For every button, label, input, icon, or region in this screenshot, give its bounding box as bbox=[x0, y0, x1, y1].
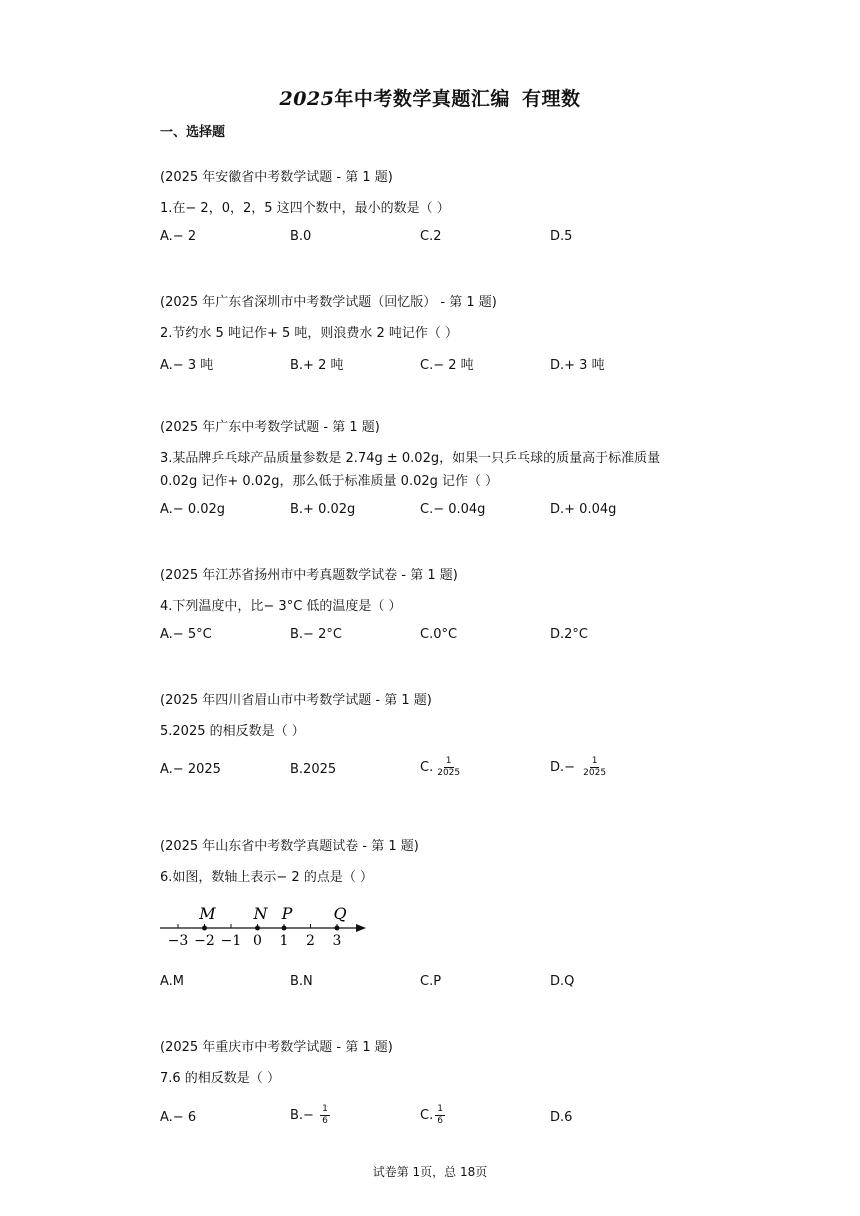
number-line-point-label: N bbox=[253, 904, 268, 923]
title-main: 年中考数学真题汇编 bbox=[334, 88, 510, 110]
q5-option-c[interactable] bbox=[420, 756, 462, 779]
q5-option-c-fraction bbox=[435, 756, 462, 779]
number-line-point bbox=[282, 926, 287, 931]
q1-stem: 1.在− 2，0，2，5 这四个数中，最小的数是（ ） bbox=[160, 201, 450, 216]
q5-option-b[interactable]: B.2025 bbox=[290, 762, 337, 777]
q7-frac-den-b: 6 bbox=[322, 1116, 328, 1126]
number-line-tick-label: −1 bbox=[220, 933, 242, 949]
page-title bbox=[0, 84, 860, 111]
section-heading: 一、选择题 bbox=[160, 125, 226, 140]
q6-source: (2025 年山东省中考数学真题试卷 - 第 1 题) bbox=[160, 839, 419, 854]
q2-option-d[interactable]: D.+ 3 吨 bbox=[550, 358, 605, 373]
q3-source: (2025 年广东中考数学试题 - 第 1 题) bbox=[160, 420, 380, 435]
q4-stem: 4.下列温度中，比− 3°C 低的温度是（ ） bbox=[160, 599, 402, 614]
q5-frac-den: 2025 bbox=[437, 768, 461, 778]
number-line-tick-label: 1 bbox=[279, 933, 289, 949]
q5-option-c-label: C. bbox=[420, 760, 434, 775]
q6-option-d[interactable]: D.Q bbox=[550, 974, 575, 989]
q1-option-a[interactable]: A.− 2 bbox=[160, 229, 197, 244]
q1-option-b[interactable]: B.0 bbox=[290, 229, 312, 244]
q7-option-d[interactable]: D.6 bbox=[550, 1110, 573, 1125]
q3-stem-line2: 0.02g 记作+ 0.02g，那么低于标准质量 0.02g 记作（ ） bbox=[160, 474, 499, 489]
q7-frac-num-c: 1 bbox=[437, 1104, 443, 1114]
q1-source: (2025 年安徽省中考数学试题 - 第 1 题) bbox=[160, 170, 393, 185]
q1-option-d[interactable]: D.5 bbox=[550, 229, 573, 244]
q7-option-c[interactable] bbox=[420, 1104, 445, 1127]
number-line-arrow-icon bbox=[356, 924, 366, 932]
q5-frac-den-d: 2025 bbox=[583, 768, 607, 778]
q7-frac-num-b: 1 bbox=[322, 1104, 328, 1114]
q1-option-c[interactable]: C.2 bbox=[420, 229, 442, 244]
q3-option-d[interactable]: D.+ 0.04g bbox=[550, 502, 617, 517]
q6-option-b[interactable]: B.N bbox=[290, 974, 313, 989]
q3-option-a[interactable]: A.− 0.02g bbox=[160, 502, 226, 517]
number-line-point bbox=[335, 926, 340, 931]
number-line-tick-label: −2 bbox=[194, 933, 215, 949]
q2-option-b[interactable]: B.+ 2 吨 bbox=[290, 358, 344, 373]
number-line-figure bbox=[158, 900, 373, 952]
number-line-points bbox=[198, 904, 346, 931]
q7-option-b-fraction bbox=[320, 1104, 330, 1127]
q5-frac-num: 1 bbox=[445, 756, 452, 766]
q5-option-a[interactable]: A.− 2025 bbox=[160, 762, 221, 777]
number-line-tick-label: 0 bbox=[253, 933, 262, 949]
q4-option-b[interactable]: B.− 2°C bbox=[290, 627, 342, 642]
q7-option-b[interactable] bbox=[290, 1104, 330, 1127]
q4-option-a[interactable]: A.− 5°C bbox=[160, 627, 212, 642]
number-line-point-label: M bbox=[199, 904, 216, 923]
q4-source: (2025 年江苏省扬州市中考真题数学试卷 - 第 1 题) bbox=[160, 568, 458, 583]
q3-stem-line1: 3.某品牌乒乓球产品质量参数是 2.74g ± 0.02g，如果一只乒乓球的质量高于标准质量 bbox=[160, 451, 661, 466]
q6-option-a[interactable]: A.M bbox=[160, 974, 185, 989]
number-line-point-label: P bbox=[281, 904, 293, 923]
q7-option-a[interactable]: A.− 6 bbox=[160, 1110, 197, 1125]
number-line-tick-label: 3 bbox=[332, 933, 342, 949]
q2-option-c[interactable]: C.− 2 吨 bbox=[420, 358, 474, 373]
q4-option-c[interactable]: C.0°C bbox=[420, 627, 458, 642]
q7-source: (2025 年重庆市中考数学试题 - 第 1 题) bbox=[160, 1040, 393, 1055]
q2-option-a[interactable]: A.− 3 吨 bbox=[160, 358, 214, 373]
number-line-point bbox=[255, 926, 260, 931]
number-line-point-label: Q bbox=[333, 904, 347, 923]
q3-option-c[interactable]: C.− 0.04g bbox=[420, 502, 486, 517]
q5-source: (2025 年四川省眉山市中考数学试题 - 第 1 题) bbox=[160, 693, 432, 708]
q2-source: (2025 年广东省深圳市中考数学试题（回忆版） - 第 1 题) bbox=[160, 295, 497, 310]
q5-stem: 5.2025 的相反数是（ ） bbox=[160, 724, 305, 739]
q7-stem: 7.6 的相反数是（ ） bbox=[160, 1071, 280, 1086]
q3-option-b[interactable]: B.+ 0.02g bbox=[290, 502, 356, 517]
title-year: 2025 bbox=[279, 88, 335, 110]
q5-option-d-fraction bbox=[581, 756, 608, 779]
number-line-point bbox=[202, 926, 207, 931]
number-line-tick-label: −3 bbox=[167, 933, 189, 949]
q6-stem: 6.如图，数轴上表示− 2 的点是（ ） bbox=[160, 870, 373, 885]
q7-option-c-label: C. bbox=[420, 1108, 434, 1123]
q4-option-d[interactable]: D.2°C bbox=[550, 627, 588, 642]
q7-option-b-label: B.− bbox=[290, 1108, 319, 1123]
q2-stem: 2.节约水 5 吨记作+ 5 吨，则浪费水 2 吨记作（ ） bbox=[160, 326, 459, 341]
q6-option-c[interactable]: C.P bbox=[420, 974, 442, 989]
page-footer: 试卷第 1页，总 18页 bbox=[372, 1165, 488, 1179]
title-topic: 有理数 bbox=[521, 88, 581, 110]
q5-option-d[interactable] bbox=[550, 756, 608, 779]
number-line-tick-label: 2 bbox=[306, 933, 315, 949]
q5-option-d-label: D.− bbox=[550, 760, 580, 775]
q7-option-c-fraction bbox=[435, 1104, 445, 1127]
q7-frac-den-c: 6 bbox=[437, 1116, 443, 1126]
q5-frac-num-d: 1 bbox=[591, 756, 598, 766]
